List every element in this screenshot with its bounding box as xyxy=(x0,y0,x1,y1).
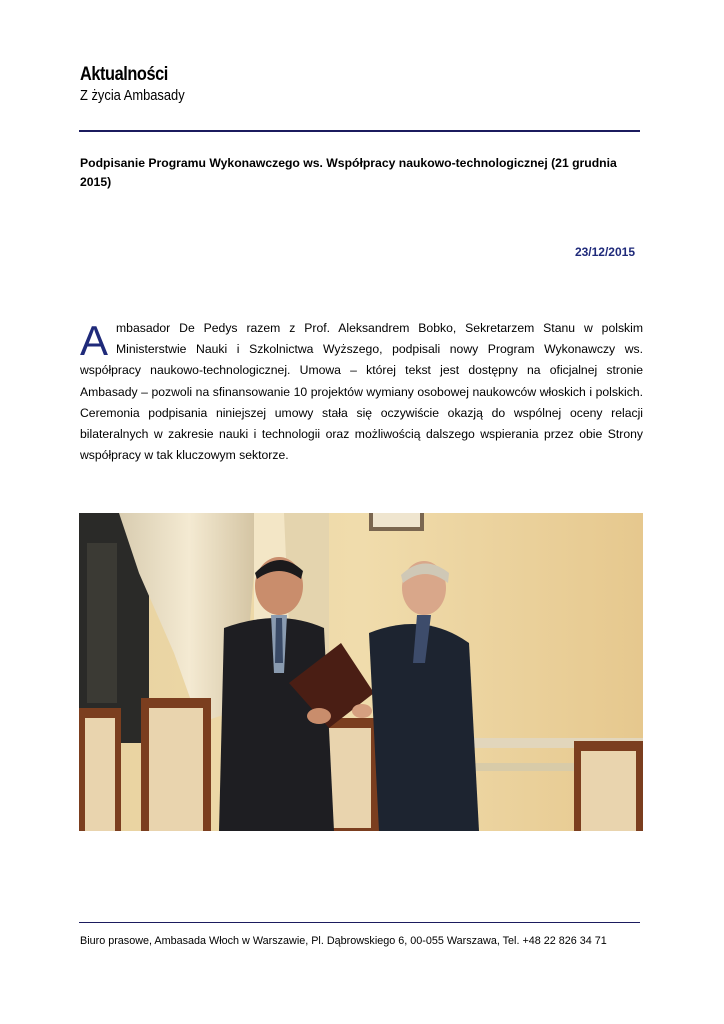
page-title: Aktualności xyxy=(80,64,168,85)
article-date: 23/12/2015 xyxy=(574,245,635,259)
article-title: Podpisanie Programu Wykonawczego ws. Współpracy naukowo-technologicznej (21 grudnia 2015) xyxy=(80,156,617,189)
article-body xyxy=(80,318,643,466)
page-subtitle: Z życia Ambasady xyxy=(80,87,185,104)
drop-cap: A xyxy=(80,317,109,364)
header-divider xyxy=(79,130,640,132)
article-photo xyxy=(79,513,643,831)
footer-divider xyxy=(79,922,640,923)
footer-contact: Biuro prasowe, Ambasada Włoch w Warszawie, Pl. Dąbrowskiego 6, 00-055 Warszawa, Tel. +48 22 826 34 71 xyxy=(80,935,607,947)
article-body-text: mbasador De Pedys razem z Prof. Aleksandrem Bobko, Sekretarzem Stanu w polskim Ministerstwie Nauki i Szkolnictwa Wyższego, podpisali nowy Program Wykonawczy ws. współpracy naukowo-technologicznej. Umowa – której tekst jest dostępny na oficjalnej stronie Ambasady – pozwoli na sfinansowanie 10 projektów wymiany osobowej naukowców włoskich i polskich. Ceremonia podpisania niniejszej umowy stała się oczywiście okazją do wspólnej oceny relacji bilateralnych w zakresie nauki i technologii oraz możliwością dalszego wspierania przez obie Strony współpracy w tak kluczowym sektorze. xyxy=(80,321,643,463)
